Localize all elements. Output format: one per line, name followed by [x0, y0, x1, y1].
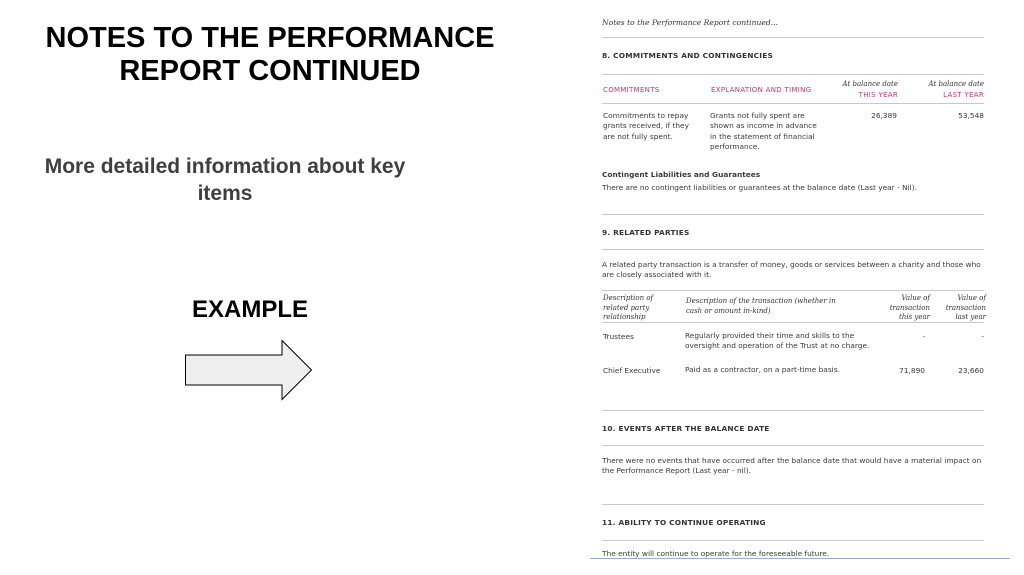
related-party-description: Paid as a contractor, on a part-time basis.: [685, 365, 840, 374]
related-party-name: Chief Executive: [603, 366, 661, 375]
section-8-title: 8. COMMITMENTS AND CONTINGENCIES: [602, 51, 773, 60]
contingent-text: There are no contingent liabilities or guarantees at the balance date (Last year - Nil).: [602, 183, 917, 192]
slide-subtitle: More detailed information about key items: [44, 155, 406, 205]
divider: [602, 214, 984, 215]
column-header-party: Description of related party relationship: [603, 294, 654, 322]
column-header-value-last-year: Value of transaction last year: [945, 294, 986, 322]
related-party-name: Trustees: [603, 332, 634, 341]
related-parties-intro: A related party transaction is a transfer of money, goods or services between a charity and those who are closely associated with it.: [602, 260, 981, 280]
section-10-title: 10. EVENTS AFTER THE BALANCE DATE: [602, 424, 770, 433]
divider: [602, 249, 984, 250]
contingent-heading: Contingent Liabilities and Guarantees: [602, 170, 761, 179]
column-header-value-this-year: Value of transaction this year: [889, 294, 930, 322]
divider: [602, 290, 984, 291]
related-party-last-year: -: [981, 332, 984, 341]
column-header-this-year: THIS YEAR: [858, 91, 898, 99]
events-after-balance-date-text: There were no events that have occurred after the balance date that would have a material impact on the Performance Report (Last year - nil).: [602, 456, 982, 476]
divider: [590, 558, 1010, 559]
ability-to-continue-text: The entity will continue to operate for the foreseeable future.: [602, 549, 830, 558]
related-party-this-year: 71,890: [899, 366, 925, 375]
document-running-header: Notes to the Performance Report continued...: [602, 18, 778, 27]
column-header-this-year-top: At balance date: [842, 80, 898, 88]
divider: [602, 445, 984, 446]
column-header-explanation: EXPLANATION AND TIMING: [711, 86, 812, 94]
column-header-transaction: Description of the transaction (whether in cash or amount in-kind): [686, 297, 836, 315]
right-arrow-icon: [184, 339, 314, 401]
commitment-this-year-value: 26,389: [871, 111, 897, 120]
divider: [602, 37, 984, 38]
related-party-last-year: 23,660: [958, 366, 984, 375]
divider: [602, 540, 984, 541]
explanation-cell: Grants not fully spent are shown as income in advance in the statement of financial performance.: [710, 111, 817, 152]
column-header-last-year: LAST YEAR: [943, 91, 984, 99]
divider: [602, 504, 984, 505]
divider: [602, 74, 984, 75]
section-11-title: 11. ABILITY TO CONTINUE OPERATING: [602, 518, 766, 527]
divider: [602, 103, 984, 104]
related-party-description: Regularly provided their time and skills to the oversight and operation of the Trust at no charge.: [685, 331, 870, 351]
column-header-commitments: COMMITMENTS: [603, 86, 660, 94]
section-9-title: 9. RELATED PARTIES: [602, 228, 690, 237]
divider: [602, 322, 984, 323]
slide-title: NOTES TO THE PERFORMANCE REPORT CONTINUED: [45, 22, 495, 87]
commitment-cell: Commitments to repay grants received, if they are not fully spent.: [603, 111, 689, 141]
related-party-this-year: -: [922, 332, 925, 341]
column-header-last-year-top: At balance date: [928, 80, 984, 88]
commitment-last-year-value: 53,548: [958, 111, 984, 120]
divider: [602, 410, 984, 411]
example-label: EXAMPLE: [191, 296, 308, 323]
performance-report-excerpt: [590, 14, 1010, 560]
